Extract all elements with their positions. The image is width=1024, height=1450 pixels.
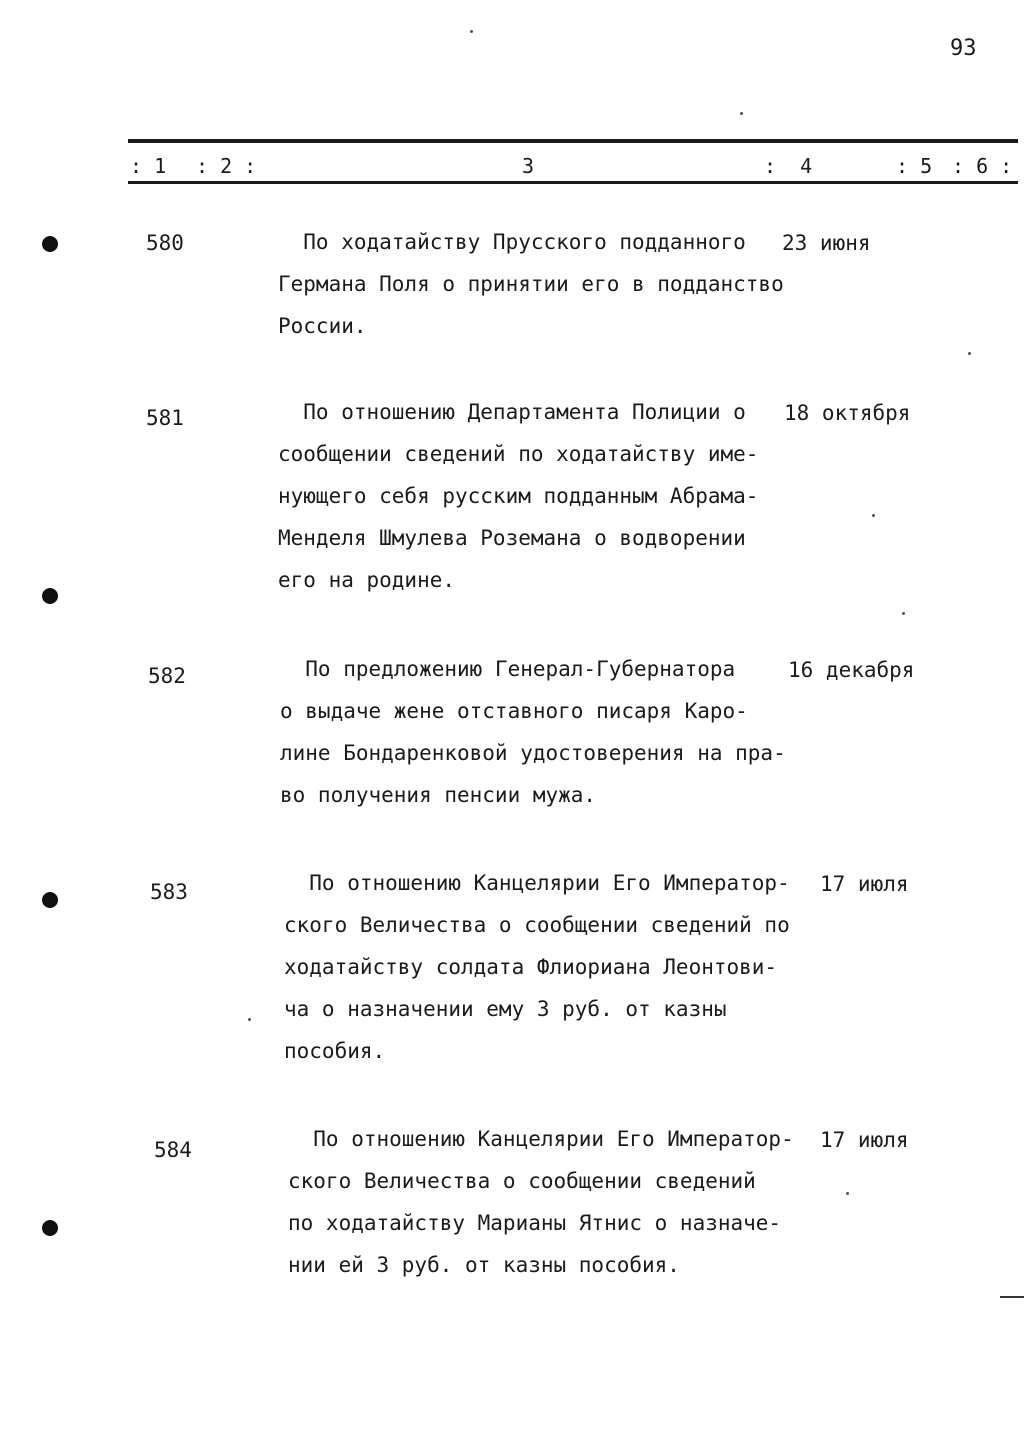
entry-description [278,221,798,347]
scan-speck [248,1018,251,1021]
entry-description [278,391,798,601]
scan-speck [902,612,905,615]
scan-speck [846,1192,849,1195]
entry-date: 16 декабря [788,658,915,682]
punch-hole [42,588,58,604]
entry-line: По отношению Канцелярии Его Император- [284,871,790,895]
column-header-4: : 4 [764,154,813,178]
header-rule-top [128,139,1018,143]
entry-line: его на родине. [278,568,456,592]
entry-number: 581 [146,406,184,430]
column-header-3: 3 [522,154,535,178]
entry-line: по ходатайству Марианы Ятнис о назначе- [288,1211,782,1235]
entry-date: 23 июня [782,231,871,255]
punch-hole [42,1220,58,1236]
entry-line: во получения пенсии мужа. [280,783,597,807]
entry-line: Германа Поля о принятии его в подданство [278,272,784,296]
column-header-1: : 1 [130,154,167,178]
scan-speck [740,112,743,115]
column-header-2: : 2 : [196,154,257,178]
entry-line: По отношению Канцелярии Его Император- [288,1127,794,1151]
entry-number: 584 [154,1138,192,1162]
entry-line: нующего себя русским подданным Абрама- [278,484,759,508]
entry-description [280,648,800,816]
entry-number: 580 [146,231,184,255]
entry-line: Менделя Шмулева Роземана о водворении [278,526,746,550]
entry-line: России. [278,314,367,338]
entry-number: 583 [150,880,188,904]
entry-line: лине Бондаренковой удостоверения на пра- [280,741,786,765]
page-number: 93 [950,36,977,61]
column-header-5: : 5 [896,154,933,178]
column-header-6: : 6 : [952,154,1013,178]
entry-line: ча о назначении ему 3 руб. от казны [284,997,727,1021]
header-rule-bottom [128,181,1018,184]
entry-description [284,862,804,1072]
entry-line: сообщении сведений по ходатайству име- [278,442,759,466]
entry-line: По отношению Департамента Полиции о [278,400,746,424]
entry-line: ского Величества о сообщении сведений по [284,913,790,937]
entry-line: пособия. [284,1039,386,1063]
entry-line: ского Величества о сообщении сведений [288,1169,756,1193]
scan-speck [968,352,971,355]
entry-date: 17 июля [820,872,909,896]
entry-line: нии ей 3 руб. от казны пособия. [288,1253,680,1277]
punch-hole [42,892,58,908]
entry-line: ходатайству солдата Флиориана Леонтови- [284,955,778,979]
scan-speck [872,514,875,517]
entry-line: о выдаче жене отставного писаря Каро- [280,699,748,723]
entry-description [288,1118,808,1286]
entry-date: 18 октября [784,401,911,425]
entry-number: 582 [148,664,186,688]
entry-date: 17 июля [820,1128,909,1152]
punch-hole [42,236,58,252]
entry-line: По предложению Генерал-Губернатора [280,657,736,681]
edge-mark [1000,1296,1024,1298]
entry-line: По ходатайству Прусского подданного [278,230,746,254]
scan-speck [470,30,473,33]
